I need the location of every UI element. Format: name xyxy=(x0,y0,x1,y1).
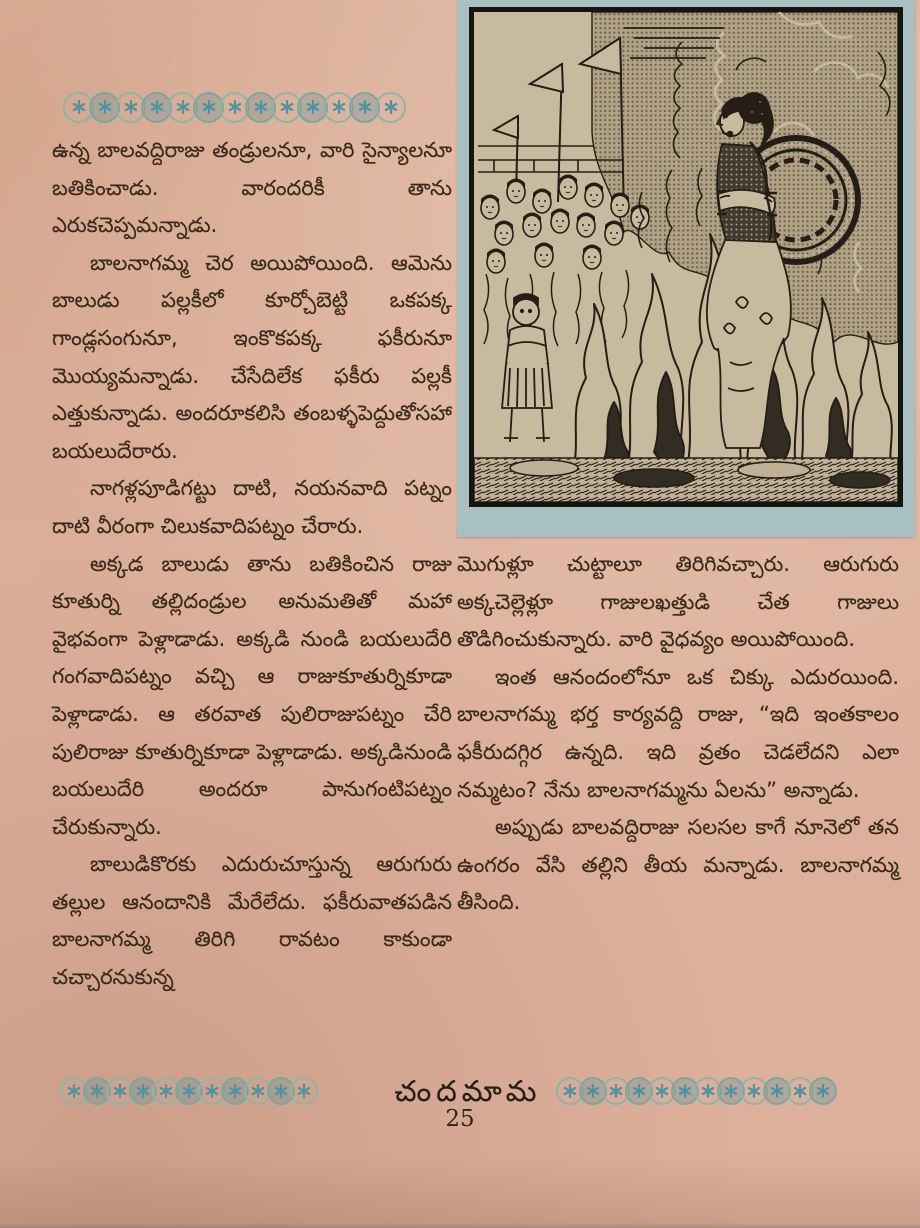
paragraph: బాలనాగమ్మ చెర అయిపోయింది. ఆమెను బాలుడు పల్లకీలో కూర్చోబెట్టి ఒకపక్క గాండ్లసంగునూ, ఇంకొకపక్క ఫకీరునూ మొయ్యమన్నాడు. చేసేదిలేక ఫకీరు పల్లకీ ఎత్తుకున్నాడు. అందరూకలిసి తంబళ్ళపెద్దుతోసహా బయలుదేరారు. xyxy=(52,250,452,463)
paragraph: అక్కడ బాలుడు తాను బతికించిన రాజు కూతుర్ని తల్లిదండ్రుల అనుమతితో మహా వైభవంగా పెళ్లాడాడు. అక్కడి నుండి బయలుదేరి గంగవాదిపట్నం వచ్చి ఆ రాజుకూతుర్నికూడా పెళ్లాడాడు. ఆ తరవాత పులిరాజుపట్నం చేరి పులిరాజు కూతుర్నికూడా పెళ్లాడాడు. అక్కడినుండి బయలుదేరి అందరూ పానుగంటిపట్నం చేరుకున్నారు. xyxy=(52,551,452,839)
footer xyxy=(60,1074,876,1108)
paragraph: ఇంత ఆనందంలోనూ ఒక చిక్కు ఎదురయింది. బాలనాగమ్మ భర్త కార్యవద్ది రాజు, “ఇది ఇంతకాలం ఫకీరుదగ్గిర ఉన్నది. ఇది వ్రతం చెడలేదని ఎలా నమ్మటం? నేను బాలనాగమ్మను ఏలను” అన్నాడు. xyxy=(457,664,899,802)
woman-in-flames-illustration xyxy=(474,12,898,502)
paragraph: అప్పుడు బాలవద్దిరాజు సలసల కాగే నూనెలో తన ఉంగరం వేసి తల్లిని తీయ మన్నాడు. బాలనాగమ్మ తీసింది. xyxy=(457,815,899,915)
top-ornament-border xyxy=(63,90,447,124)
paragraph: బాలుడికొరకు ఎదురుచూస్తున్న ఆరుగురు తల్లుల ఆనందానికి మేరేలేదు. ఫకీరువాతపడిన బాలనాగమ్మ తిరిగి రావటం కాకుండా చచ్చారనుకున్న xyxy=(52,852,452,990)
footer-right-ornament-border xyxy=(556,1077,877,1105)
footer-left-ornament-border xyxy=(60,1077,381,1105)
left-text-column xyxy=(52,132,452,997)
ornament-motif-icon xyxy=(290,1077,318,1105)
ornament-motif-icon xyxy=(809,1077,837,1105)
illustration-mat xyxy=(457,0,915,537)
paragraph: నాగళ్లపూడిగట్టు దాటి, నయనవాది పట్నం దాటి వీరంగా చిలుకవాదిపట్నం చేరారు. xyxy=(52,476,452,538)
magazine-title: చందమామ xyxy=(394,1074,542,1108)
ornament-motif-icon xyxy=(375,92,406,123)
paragraph: ఉన్న బాలవద్దిరాజు తండ్రులనూ, వారి సైన్యాలనూ బతికించాడు. వారందరికీ తాను ఎరుకచెప్పమన్నాడు. xyxy=(52,138,452,238)
right-text-column xyxy=(457,546,899,922)
page-number: 25 xyxy=(445,1106,475,1132)
illustration-frame xyxy=(469,7,903,507)
paragraph: మొగుళ్లూ చుట్టాలూ తిరిగివచ్చారు. ఆరుగురు అక్కచెల్లెళ్లూ గాజులఖత్తుడి చేత గాజులు తొడిగించుకున్నారు. వారి వైధవ్యం అయిపోయింది. xyxy=(457,552,899,652)
